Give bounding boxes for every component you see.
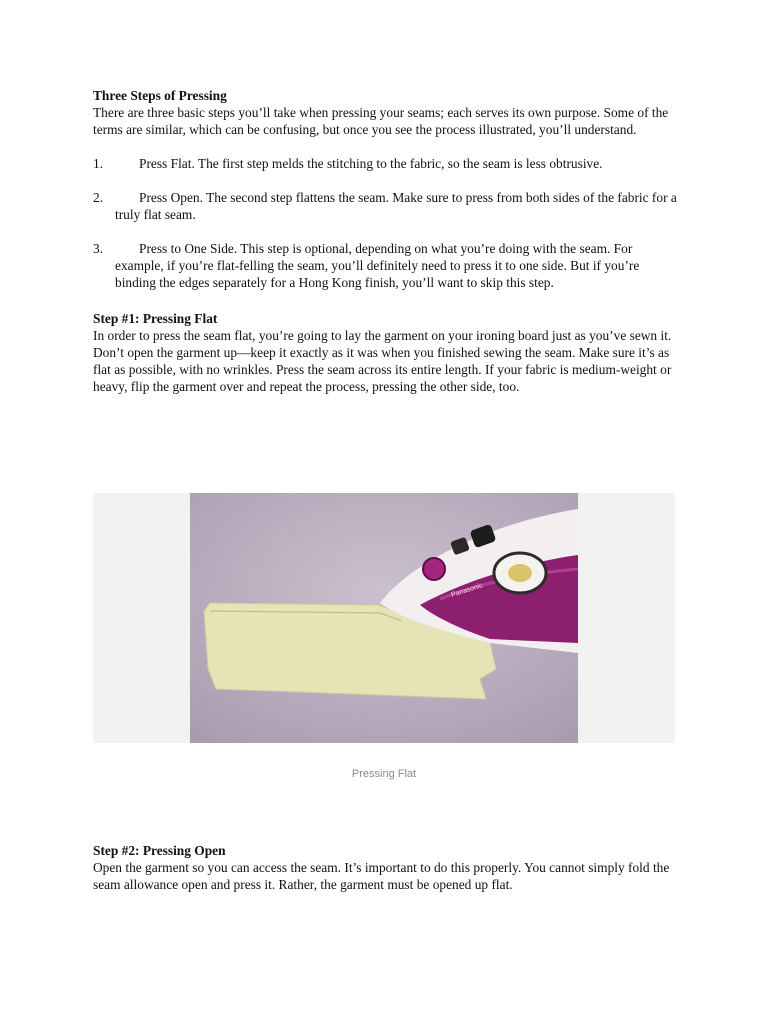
list-number: 3. — [93, 241, 104, 256]
pressing-flat-photo — [190, 493, 578, 743]
step2-paragraph: Open the garment so you can access the seam. It’s important to do this properly. You cannot simply fold the seam allowance open and press it. Rather, the garment must be opened up flat. — [93, 860, 670, 892]
list-text: Press Open. The second step flattens the seam. Make sure to press from both sides of the fabric for a truly flat seam. — [115, 190, 677, 222]
step1-paragraph: In order to press the seam flat, you’re going to lay the garment on your ironing board just as you’ve sewn it. Don’t open the garment up—keep it exactly as it was when you finished sewing the seam. Make sure it’s as flat as possible, with no wrinkles. Press the seam across its entire length. If your fabric is medium-weight or heavy, flip the garment over and repeat the process, pressing the other side, too. — [93, 328, 672, 394]
control-knob — [423, 558, 445, 580]
step1-heading: Step #1: Pressing Flat — [93, 311, 218, 326]
step2-section — [93, 842, 683, 893]
list-text: Press Flat. The first step melds the stitching to the fabric, so the seam is less obtrusive. — [139, 156, 603, 171]
list-text: Press to One Side. This step is optional, depending on what you’re doing with the seam. For example, if you’re flat-felling the seam, you’ll definitely need to press it to one side. But if you’re binding the edges separately for a Hong Kong finish, you’ll want to skip this step. — [115, 241, 640, 290]
iron-brand-label: Panasonic — [450, 582, 484, 599]
step1-section — [93, 310, 683, 395]
step2-heading: Step #2: Pressing Open — [93, 843, 226, 858]
list-number: 2. — [93, 190, 104, 205]
figure-frame — [93, 493, 675, 743]
list-item — [93, 240, 683, 291]
list-item — [93, 155, 683, 172]
list-number: 1. — [93, 156, 104, 171]
iron-illustration — [190, 493, 578, 743]
intro-heading: Three Steps of Pressing — [93, 88, 227, 103]
document-body — [93, 87, 683, 395]
intro-paragraph: There are three basic steps you’ll take when pressing your seams; each serves its own purpose. Some of the terms are similar, which can be confusing, but once you see the process illustrated, you’ll understand. — [93, 105, 669, 137]
list-item — [93, 189, 683, 223]
figure-caption: Pressing Flat — [351, 768, 417, 780]
steps-list — [93, 155, 683, 291]
